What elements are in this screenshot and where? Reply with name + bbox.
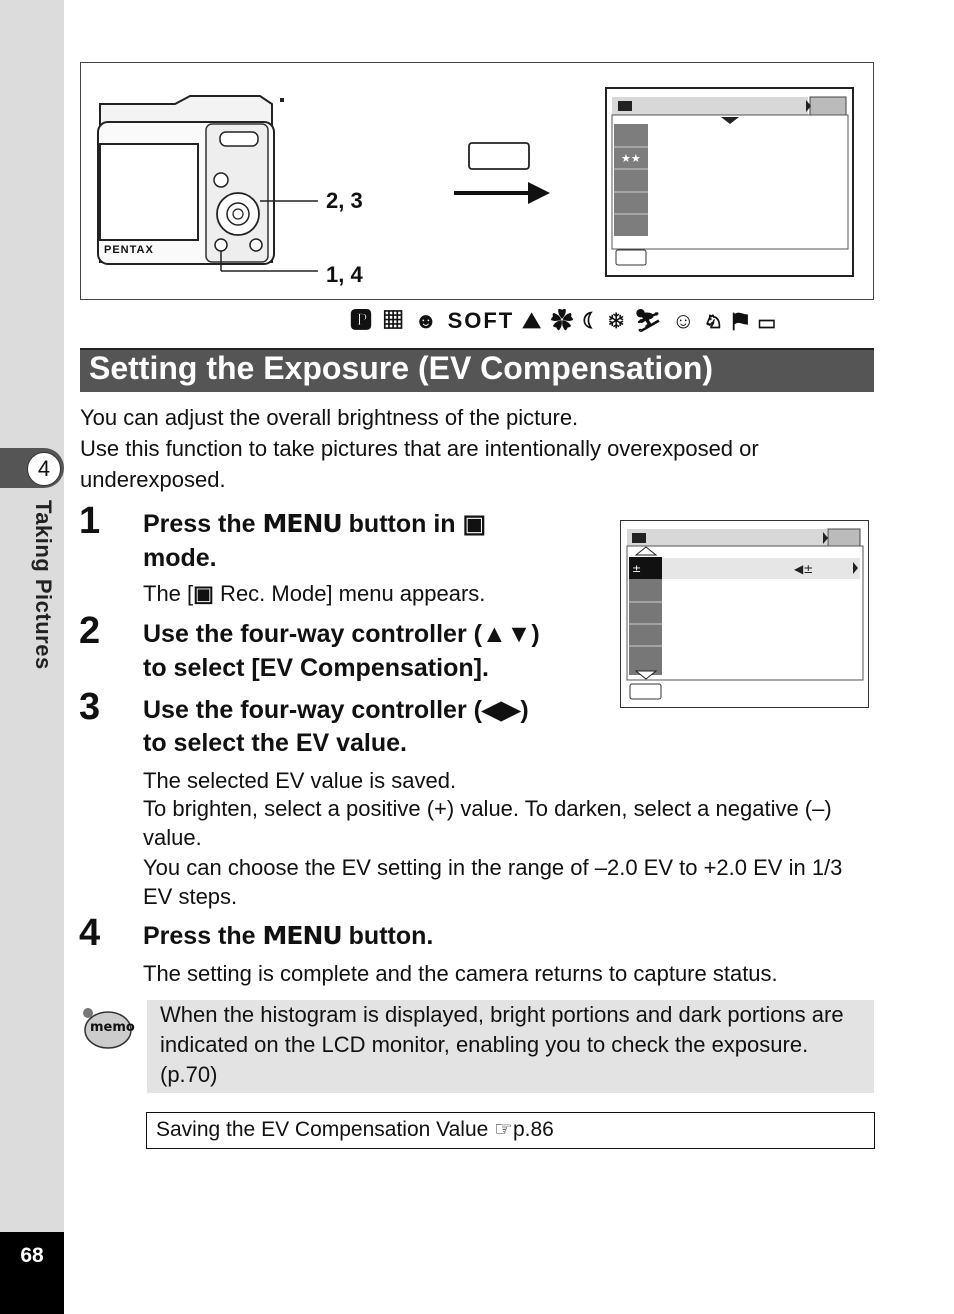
camera-illustration (80, 62, 874, 300)
portrait-mode-icon: ☻ (414, 308, 440, 333)
camera-brand: PENTAX (104, 244, 154, 256)
step-4-number: 4 (79, 912, 101, 954)
step-1-title (143, 507, 593, 575)
step-1-number: 1 (79, 500, 101, 542)
step-2-title-a: Use the four-way controller (▲▼) (143, 620, 540, 648)
pointer-hand-icon: ☞ (494, 1118, 513, 1141)
pet-mode-icon: ♘ (704, 308, 725, 333)
kids-mode-icon: ☺ (671, 308, 697, 333)
snow-mode-icon: ❄ (608, 308, 626, 333)
picture-mode-icon: ▦ (382, 308, 407, 333)
food-mode-icon: ⚑ (732, 308, 751, 333)
callout-steps-2-3: 2, 3 (326, 188, 363, 213)
memo-icon-label: memo (90, 1020, 135, 1035)
step-1-title-pre: Press the (143, 510, 263, 538)
step-4-title-post: button. (341, 922, 434, 950)
section-title: Setting the Exposure (EV Compensation) (89, 350, 714, 386)
soft-mode-label: SOFT (447, 308, 515, 333)
step-1-desc-post: Rec. Mode] menu appears. (213, 581, 486, 606)
step-1-title-mid: button in (341, 510, 463, 538)
step-3-title-a: Use the four-way controller (◀▶) (143, 696, 529, 724)
camera-icon: ▣ (193, 581, 214, 606)
step-1-desc-pre: The [ (143, 581, 194, 606)
night-portrait-icon: ☾ (583, 308, 601, 333)
svg-text:★★: ★★ (621, 152, 641, 165)
program-mode-icon: 🅿 (350, 308, 375, 333)
camera-icon: ▣ (462, 510, 487, 538)
step-4-title (143, 919, 433, 953)
page-number: 68 (20, 1244, 44, 1267)
step-1-desc (143, 578, 485, 609)
reference-page-link[interactable]: p.86 (512, 1118, 554, 1141)
callout-steps-1-4: 1, 4 (326, 262, 363, 287)
step-3-desc-3: You can choose the EV setting in the range of –2.0 EV to +2.0 EV in 1/3 EV steps. (143, 855, 843, 909)
step-3-title-b: to select the EV value. (143, 729, 407, 757)
step-3-number: 3 (79, 686, 101, 728)
step-1-title-post: mode. (143, 544, 217, 572)
reference-text (156, 1117, 554, 1142)
menu-button-label: MENU (262, 921, 342, 950)
step-3-desc-2: To brighten, select a positive (+) value. To darken, select a negative (–) value. (143, 796, 832, 850)
flower-mode-icon: ✿ (550, 308, 575, 333)
svg-text:±: ± (632, 562, 642, 575)
landscape-mode-icon: ⛰ (522, 308, 543, 333)
intro-line-1: You can adjust the overall brightness of the picture. (80, 405, 579, 430)
step-2-number: 2 (79, 610, 101, 652)
menu-screen-drawing (620, 520, 869, 708)
svg-text:◀±: ◀± (794, 562, 814, 576)
menu-button-label: MENU (262, 509, 342, 538)
chapter-title: Taking Pictures (31, 500, 56, 670)
frame-mode-icon: ▭ (758, 308, 778, 333)
step-4-desc: The setting is complete and the camera returns to capture status. (143, 961, 778, 986)
sport-mode-icon: ⛷ (633, 308, 664, 333)
intro-line-2: Use this function to take pictures that are intentionally overexposed or underexposed. (80, 436, 759, 492)
chapter-number: 4 (27, 452, 61, 486)
step-3-desc-1: The selected EV value is saved. (143, 768, 457, 793)
step-2-title-b: to select [EV Compensation]. (143, 654, 489, 682)
step-4-title-pre: Press the (143, 922, 263, 950)
mode-icons-row (350, 304, 777, 335)
memo-text: When the histogram is displayed, bright portions and dark portions are indicated on the LCD monitor, enabling you to check the exposure. (p.70) (160, 1002, 844, 1087)
reference-label: Saving the EV Compensation Value (156, 1118, 495, 1141)
